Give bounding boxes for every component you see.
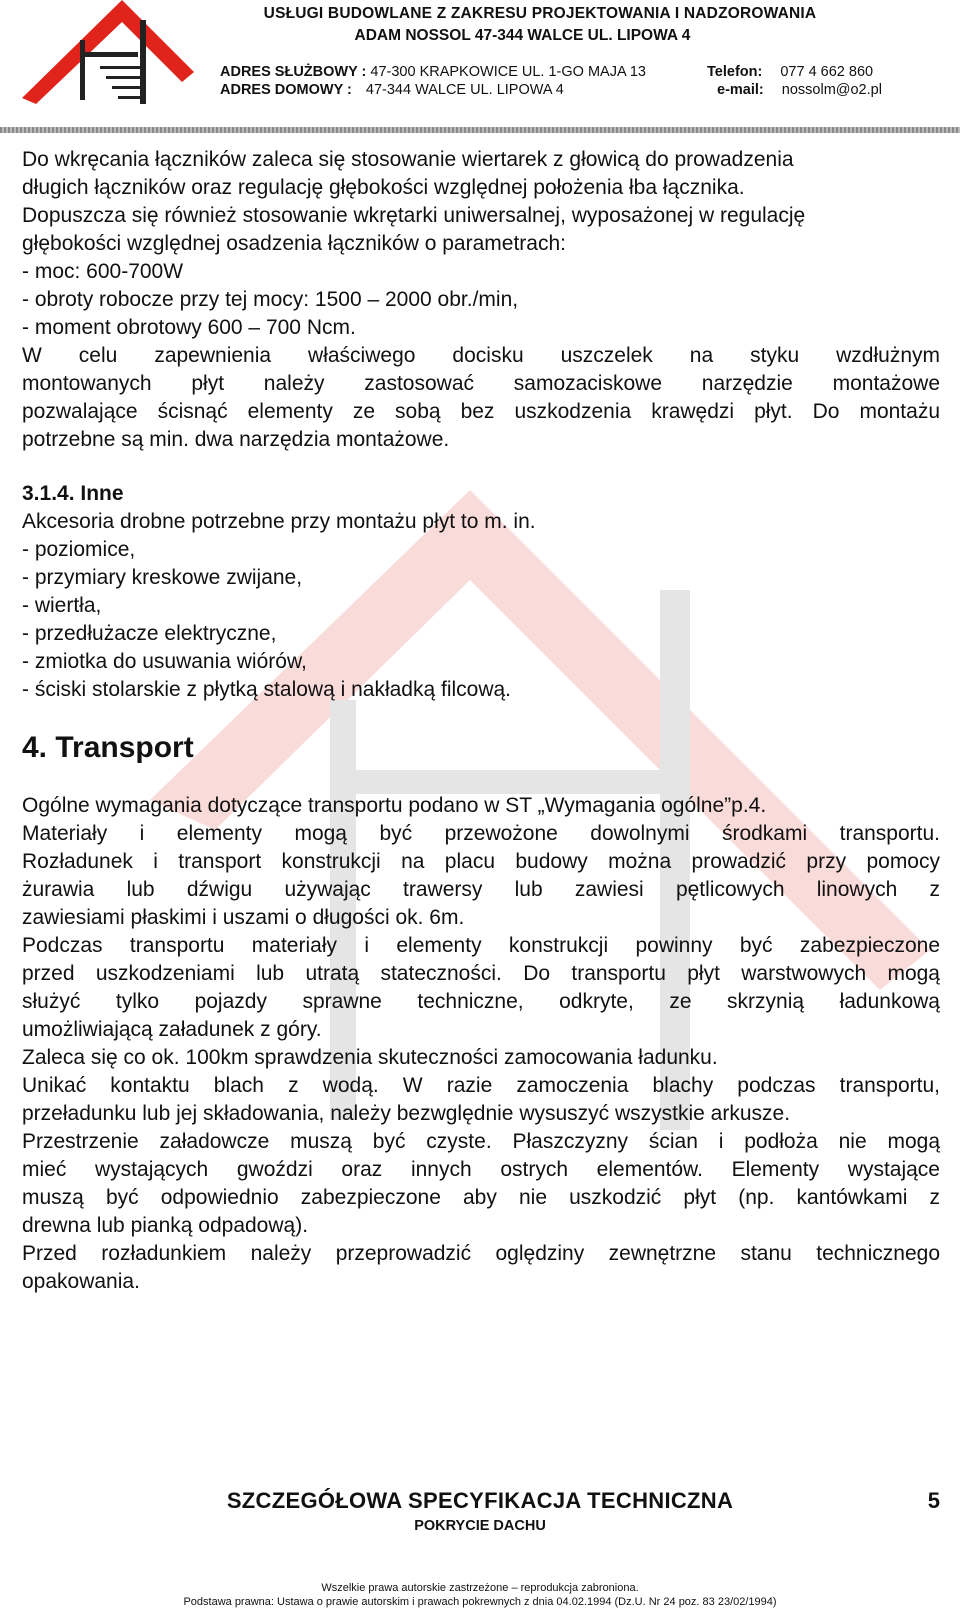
header-owner-address: ADAM NOSSOL 47-344 WALCE UL. LIPOWA 4 <box>354 27 691 44</box>
text-line: przeładunku lub jej składowania, należy bezwględnie wysuszyć wszystkie arkusze. <box>22 1102 791 1125</box>
list-item: - przedłużacze elektryczne, <box>22 622 277 645</box>
text-line: zawiesiami płaskimi i uszami o długości ok. 6m. <box>22 906 465 929</box>
list-item: - zmiotka do usuwania wiórów, <box>22 650 307 673</box>
section-heading-inne: 3.1.4. Inne <box>22 482 124 505</box>
text-line: montowanych płyt należy zastosować samozaciskowe narzędzie montażowe <box>22 372 940 395</box>
service-address-row <box>220 64 646 80</box>
text-line: opakowania. <box>22 1270 140 1293</box>
paragraph-seal-pressure <box>22 342 940 454</box>
text-line: mieć wystających gwoździ oraz innych ostrych elementów. Elementy wystające <box>22 1158 940 1181</box>
text-line: Do wkręcania łączników zaleca się stosowanie wiertarek z głowicą do prowadzenia <box>22 148 794 171</box>
text-line: W celu zapewnienia właściwego docisku uszczelek na styku wzdłużnym <box>22 344 940 367</box>
paragraph-fastening-tools <box>22 146 940 342</box>
text-line: służyć tylko pojazdy sprawne techniczne, odkryte, ze skrzynią ładunkową <box>22 990 940 1013</box>
text-line: Przestrzenie załadowcze muszą być czyste. Płaszczyzny ścian i podłoża nie mogą <box>22 1130 940 1153</box>
header-company-title: USŁUGI BUDOWLANE Z ZAKRESU PROJEKTOWANIA I NADZOROWANIA <box>263 5 817 22</box>
text-line: potrzebne są min. dwa narzędzia montażowe. <box>22 428 450 451</box>
text-line: Ogólne wymagania dotyczące transportu podano w ST „Wymagania ogólne”p.4. <box>22 794 767 817</box>
email-value: nossolm@o2.pl <box>781 82 882 98</box>
document-body <box>22 146 940 1296</box>
home-address-label: ADRES DOMOWY : <box>220 82 352 98</box>
list-item: - przymiary kreskowe zwijane, <box>22 566 303 589</box>
copyright-notice: Wszelkie prawa autorskie zastrzeżone – reprodukcja zabroniona. <box>321 1582 639 1594</box>
inne-intro: Akcesoria drobne potrzebne przy montażu płyt to m. in. <box>22 510 536 533</box>
footer-document-title: SZCZEGÓŁOWA SPECYFIKACJA TECHNICZNA <box>226 1488 734 1513</box>
home-address-row <box>220 82 564 98</box>
page-number: 5 <box>927 1488 940 1513</box>
accessories-list <box>22 536 940 704</box>
text-line: - obroty robocze przy tej mocy: 1500 – 2000 obr./min, <box>22 288 519 311</box>
text-line: umożliwiającą załadunek z góry. <box>22 1018 322 1041</box>
text-line: żurawia lub dźwigu używając trawersy lub zawiesi pętlicowych linowych z <box>22 878 940 901</box>
text-line: Unikać kontaktu blach z wodą. W razie zamoczenia blachy podczas transportu, <box>22 1074 940 1097</box>
list-item: - wiertła, <box>22 594 102 617</box>
text-line: Zaleca się co ok. 100km sprawdzenia skuteczności zamocowania ładunku. <box>22 1046 718 1069</box>
header-divider <box>0 127 960 133</box>
text-line: Przed rozładunkiem należy przeprowadzić oględziny zewnętrzne stanu technicznego <box>22 1242 940 1265</box>
text-line: Podczas transportu materiały i elementy konstrukcji powinny być zabezpieczone <box>22 934 940 957</box>
service-address-value: 47-300 KRAPKOWICE UL. 1-GO MAJA 13 <box>370 64 646 80</box>
list-item: - ściski stolarskie z płytką stalową i nakładką filcową. <box>22 678 512 701</box>
phone-value: 077 4 662 860 <box>780 64 874 80</box>
text-line: drewna lub pianką odpadową). <box>22 1214 309 1237</box>
text-line: muszą być odpowiednio zabezpieczone aby nie uszkodzić płyt (np. kantówkami z <box>22 1186 940 1209</box>
text-line: głębokości względnej osadzenia łączników o parametrach: <box>22 232 566 255</box>
footer-subtitle: POKRYCIE DACHU <box>414 1518 546 1534</box>
text-line: - moment obrotowy 600 – 700 Ncm. <box>22 316 356 339</box>
email-row <box>717 82 882 98</box>
text-line: - moc: 600-700W <box>22 260 184 283</box>
text-line: Rozładunek i transport konstrukcji na placu budowy można prowadzić przy pomocy <box>22 850 940 873</box>
section-heading-transport: 4. Transport <box>22 731 194 764</box>
list-item: - poziomice, <box>22 538 136 561</box>
legal-basis: Podstawa prawna: Ustawa o prawie autorskim i prawach pokrewnych z dnia 04.02.1994 (Dz.U. Nr 24 poz. 83 23/02/1994) <box>183 1596 777 1608</box>
text-line: pozwalające ścisnąć elementy ze sobą bez uszkodzenia krawędzi płyt. Do montażu <box>22 400 940 423</box>
text-line: długich łączników oraz regulację głębokości względnej położenia łba łącznika. <box>22 176 745 199</box>
text-line: przed uszkodzeniami lub utratą stateczności. Do transportu płyt warstwowych mogą <box>22 962 940 985</box>
text-line: Dopuszcza się również stosowanie wkrętarki uniwersalnej, wyposażonej w regulację <box>22 204 806 227</box>
phone-row <box>707 64 873 80</box>
transport-text <box>22 792 940 1296</box>
phone-label: Telefon: <box>707 64 763 80</box>
home-address-value: 47-344 WALCE UL. LIPOWA 4 <box>365 82 564 98</box>
email-label: e-mail: <box>717 82 764 98</box>
text-line: Materiały i elementy mogą być przewożone dowolnymi środkami transportu. <box>22 822 940 845</box>
service-address-label: ADRES SŁUŻBOWY : <box>220 64 367 80</box>
